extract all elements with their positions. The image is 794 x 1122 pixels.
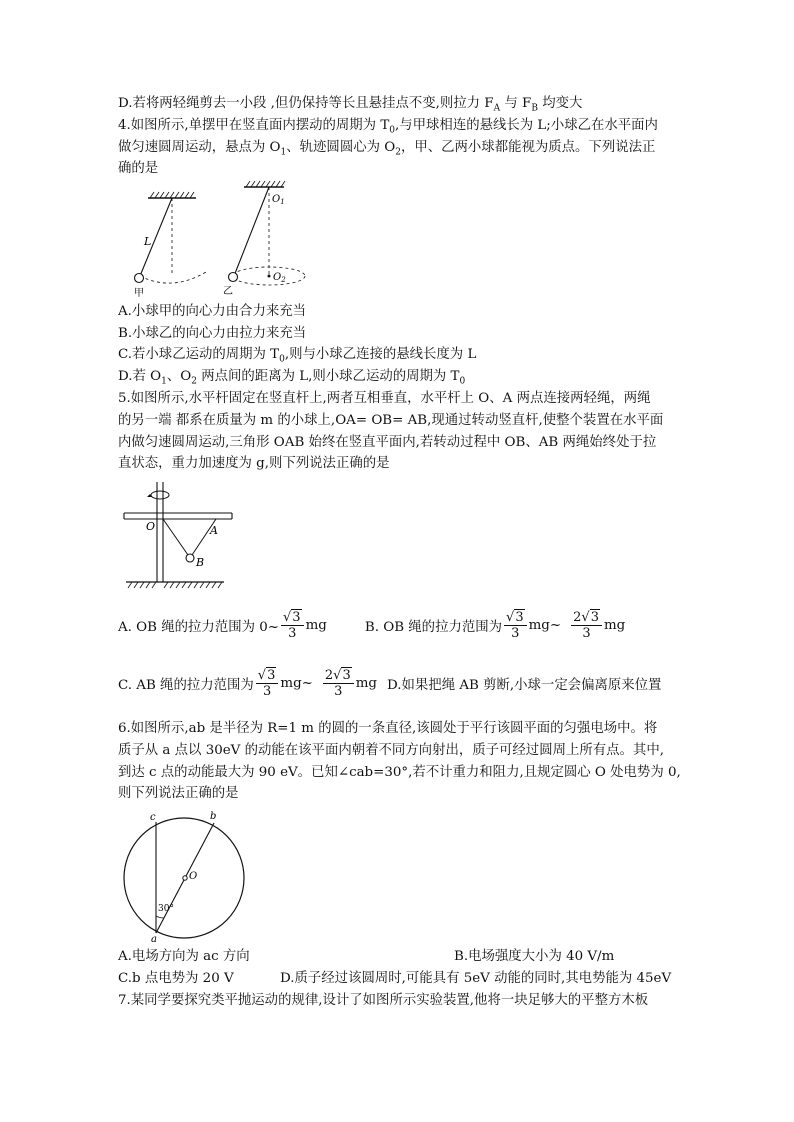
q4-ball-yi xyxy=(229,273,238,282)
q6-option-c: C.b 点电势为 20 V xyxy=(118,971,234,986)
q5-rope-ob xyxy=(163,519,188,555)
q6-stem-line3: 到达 c 点的动能最大为 90 eV。已知∠cab=30°,若不计重力和阻力,且规定圆心 O 处电势为 0, xyxy=(118,765,681,780)
q4-label-jia: 甲 xyxy=(134,288,144,299)
q4-label-yi: 乙 xyxy=(223,286,233,297)
q5-ball xyxy=(186,554,194,562)
q6-circle-figure xyxy=(118,808,248,944)
q3-option-d: D.若将两轻绳剪去一小段 ,但仍保持等长且悬挂点不变,则拉力 $F_A$ 与 $F_B$ 均变大 xyxy=(118,96,583,114)
q6-stem-line1: 6.如图所示,ab 是半径为 R=1 m 的圆的一条直径,该圆处于平行该圆平面的匀强电场中。将 xyxy=(118,721,658,736)
q4-option-c: C.若小球乙运动的周期为 $T_0$,则与小球乙连接的悬线长度为 L xyxy=(118,347,477,365)
q4-option-d: D.若 $O_1$、$O_2$ 两点间的距离为 L,则小球乙运动的周期为 $T_0$ xyxy=(118,369,466,387)
q6-stem-line2: 质子从 a 点以 30eV 的动能在该平面内朝着不同方向射出，质子可经过圆周上所有点。其中, xyxy=(118,743,664,758)
q5-c-fraction1: $\frac{√3}{3}$ xyxy=(256,668,279,699)
q6-center-o xyxy=(183,876,187,880)
q4-stem-line3: 确的是 xyxy=(118,161,159,176)
q5-a-fraction: $\frac{√3}{3}$ xyxy=(281,610,304,641)
q5-stem-line4: 直状态，重力加速度为 g,则下列说法正确的是 xyxy=(118,456,390,471)
q5-stem-line1: 5.如图所示,水平杆固定在竖直杆上,两者互相垂直，水平杆上 O、A 两点连接两轻绳，两绳 xyxy=(118,391,651,406)
q4-option-a: A.小球甲的向心力由合力来充当 xyxy=(118,304,307,319)
q4-stem-line1: 4.如图所示,单摆甲在竖直面内摆动的周期为 $T_0$,与甲球相连的悬线长为 L;小球乙在水平面内 xyxy=(118,118,658,136)
q4-option-b: B.小球乙的向心力由拉力来充当 xyxy=(118,326,307,341)
q5-b-fraction1: $\frac{√3}{3}$ xyxy=(504,610,527,641)
q7-stem-line1: 7.某同学要探究类平抛运动的规律,设计了如图所示实验装置,他将一块足够大的平整方木板 xyxy=(118,993,649,1008)
q4-label-o2: $O_2$ xyxy=(273,272,286,284)
q6-label-angle: 30° xyxy=(158,904,174,914)
q4-label-o1: $O_1$ xyxy=(272,194,285,206)
q4-stem-line2: 做匀速圆周运动，悬点为 $O_1$、轨迹圆圆心为 $O_2$，甲、乙两小球都能视为质点。下列说法正 xyxy=(118,140,656,158)
q6-angle-arc xyxy=(156,916,164,918)
q6-label-b: b xyxy=(210,811,217,822)
q4-ball-jia xyxy=(135,274,144,283)
q6-option-a: A.电场方向为 ac 方向 xyxy=(118,949,250,964)
q5-label-b: B xyxy=(196,556,205,569)
q5-c-fraction2: $\frac{2√3}{3}$ xyxy=(323,668,354,699)
q5-stem-line2: 的另一端 都系在质量为 m 的小球上,OA= OB= AB,现通过转动竖直杆,使整个装置在水平面 xyxy=(118,413,664,428)
q5-option-a: A. OB 绳的拉力范围为 0~ $\frac{√3}{3}$ mg B. OB 绳的拉力范围为 $\frac{√3}{3}$ mg~ $\frac{2√3}{3}$ mg xyxy=(118,610,626,641)
q6-label-o: O xyxy=(189,871,198,882)
q4-center-o2 xyxy=(268,275,271,278)
q4-pendulum-figure xyxy=(126,180,326,300)
q5-label-a: A xyxy=(210,524,218,537)
q5-rotation-figure xyxy=(120,474,240,592)
q5-option-d: D.如果把绳 AB 剪断,小球一定会偏离原来位置 xyxy=(387,678,662,693)
q5-option-c: C. AB 绳的拉力范围为 $\frac{√3}{3}$ mg~ $\frac{2√3}{3}$ mg D.如果把绳 AB 剪断,小球一定会偏离原来位置 xyxy=(118,668,662,699)
q5-b-fraction2: $\frac{2√3}{3}$ xyxy=(571,610,602,641)
q4-arc-jia xyxy=(140,272,206,283)
q5-label-o: O xyxy=(146,520,156,533)
q6-option-d: D.质子经过该圆周时,可能具有 5eV 动能的同时,其电势能为 45eV xyxy=(280,971,672,986)
q5-rotation-arrow xyxy=(151,491,169,499)
q6-label-c: c xyxy=(150,812,156,823)
q6-label-a: a xyxy=(151,934,157,944)
q6-stem-line4: 则下列说法正确的是 xyxy=(118,786,239,801)
q4-string-yi xyxy=(234,187,269,276)
q5-stem-line3: 内做匀速圆周运动,三角形 OAB 始终在竖直平面内,若转动过程中 OB、AB 两绳始终处于拉 xyxy=(118,435,657,450)
q6-option-b: B.电场强度大小为 40 V/m xyxy=(454,949,615,964)
q4-label-L: L xyxy=(144,235,152,248)
